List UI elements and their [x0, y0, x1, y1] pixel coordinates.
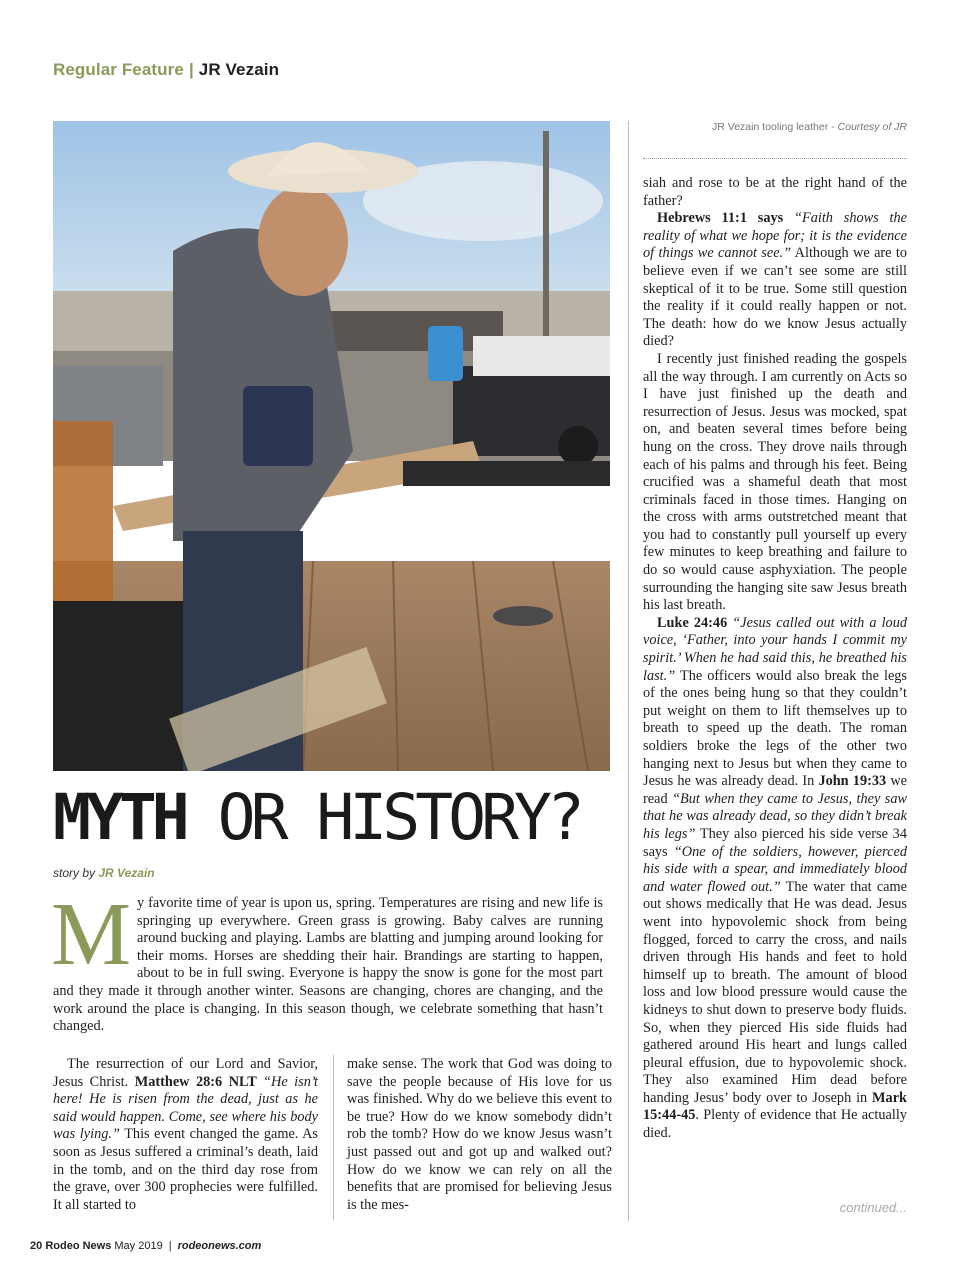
scripture-quote: “One of the soldiers, however, pierced his side with a spear, and immediately blood and water flowed out.”	[643, 843, 907, 895]
caption-divider	[643, 158, 907, 159]
body-column-2	[347, 1056, 612, 1214]
text-run: The water that came out shows medically that He was dead. Jesus went into hypovolemic shock from being flogged, forced to carry the cross, and nails driven through His hands and feet to hold himself up to breath. The amount of blood loss and low blood pressure would cause the kidneys to shut down to preserve body fluids. So, when they pierced His side fluids had gathered around His heart and lungs called pleural effusion, due to hypovolemic shock. They also examined Him dead before handing Jesus’ body over to Joseph in	[643, 878, 907, 1106]
text-run: The officers would also break the legs of the ones being hung so that they couldn’t put weight on them to lift themselves up to breath to speed up the death. The roman soldiers broke the legs of the other two hanging next to Jesus but when they came to Jesus he was already dead. In	[643, 667, 907, 790]
drop-cap: M	[51, 885, 132, 984]
caption-text: JR Vezain tooling leather -	[712, 121, 838, 133]
header-separator: |	[188, 60, 194, 79]
text-run: This event changed the game. As soon as Jesus suffered a criminal’s death, laid in the tomb, and on the third day rose from the grave, over 300 prophecies were fulfilled. It all started to	[53, 1126, 319, 1213]
scripture-ref: Matthew 28:6 NLT	[134, 1073, 264, 1090]
text-run: . Plenty of evidence that He actually died.	[643, 1107, 907, 1142]
publication-name: Rodeo News	[45, 1240, 112, 1252]
scripture-quote: “Jesus called out with a loud voice, ‘Father, into your hands I commit my spirit.’ When he had said this, he breathed his last.”	[643, 614, 907, 684]
section-label: Regular Feature	[53, 60, 184, 79]
paragraph: siah and rose to be at the right hand of the father?	[643, 175, 907, 209]
paragraph	[643, 615, 907, 1143]
article-title	[53, 780, 613, 856]
scripture-ref: Luke 24:46	[657, 614, 733, 631]
body-column-3	[643, 175, 907, 1143]
photo-illustration	[53, 121, 610, 771]
byline	[53, 866, 155, 880]
scripture-quote: “He isn’t here! He is risen from the dead, just as he said would happen. Come, see where his body was lying.”	[53, 1073, 318, 1143]
paragraph: I recently just finished reading the gospels all the way through. I am currently on Acts so I have just finished up the death and resurrection of Jesus. Jesus was mocked, spat on, and beaten several times before being hung on the cross. They drove nails through each of his palms and through his feet. Being crucified was a shameful death that most criminals faced in those times. Hanging on the cross with arms outstretched meant that you had to constantly pull yourself up every few minutes to keep breathing and failure to do so would cause asphyxiation. The people surrounding the hanging site saw Jesus breath his last breath.	[643, 350, 907, 614]
page-number: 20	[30, 1240, 43, 1252]
byline-author: JR Vezain	[98, 866, 155, 880]
title-part-2: OR HISTORY?	[184, 781, 580, 854]
scripture-quote: “Faith shows the reality of what we hope for; it is the evidence of things we cannot see.”	[643, 210, 907, 262]
text-run: Although we are to believe even if we can’t see some are still skeptical of it to be true. Some still question the reality if it could really happen or not. The death: how do we know Jesus actually died?	[643, 245, 907, 350]
paragraph: make sense. The work that God was doing to save the people because of His love for us was finished. Why do we believe this event to be true? How do we know somebody didn’t rob the tomb? How do we know Jesus wasn’t just passed out and got up and walked out? How do we know we can rely on all the benefits that are promised for believing Jesus is the mes-	[347, 1056, 612, 1213]
page-footer	[30, 1240, 261, 1252]
issue-date: May 2019	[114, 1240, 163, 1252]
website-link[interactable]: rodeonews.com	[177, 1240, 262, 1252]
text-run: They also pierced his side verse 34 says	[643, 825, 907, 860]
paragraph	[53, 1056, 318, 1214]
page-header	[53, 60, 279, 80]
text-run: we read	[643, 773, 907, 807]
scripture-ref: Hebrews 11:1 says	[657, 210, 795, 227]
continued-label: continued...	[839, 1200, 907, 1215]
text-run: The resurrection of our Lord and Savior, Jesus Christ.	[53, 1056, 318, 1090]
intro-text: y favorite time of year is upon us, spring. Temperatures are rising and new life is springing up everywhere. Green grass is growing. Baby calves are running around bucking and playing. Lambs are blatting and jumping around looking for their moms. Horses are shedding their hair. Brandings are starting to happen, about to be in full swing. Everyone is happy the snow is gone for the most part and they made it through another winter. Seasons are changing, chores are changing, and the work around the place is changing. In this season though, we celebrate something that hasn’t changed.	[53, 895, 603, 1035]
scripture-ref: John 19:33	[818, 773, 887, 790]
scripture-ref: Mark 15:44-45	[643, 1089, 907, 1124]
header-author: JR Vezain	[198, 60, 280, 79]
title-part-1: MYTH	[53, 781, 185, 854]
scripture-quote: “But when they came to Jesus, they saw that he was already dead, so they didn’t break his legs”	[643, 790, 908, 842]
intro-paragraph	[51, 885, 603, 1036]
column-rule	[628, 121, 629, 1221]
column-rule-2	[333, 1055, 334, 1220]
caption-credit: Courtesy of JR	[837, 121, 907, 133]
feature-photo	[53, 121, 610, 771]
paragraph	[643, 210, 907, 351]
byline-prefix: story by	[53, 866, 99, 880]
body-column-1	[53, 1056, 318, 1214]
photo-caption	[643, 121, 907, 133]
footer-separator: |	[168, 1240, 172, 1252]
